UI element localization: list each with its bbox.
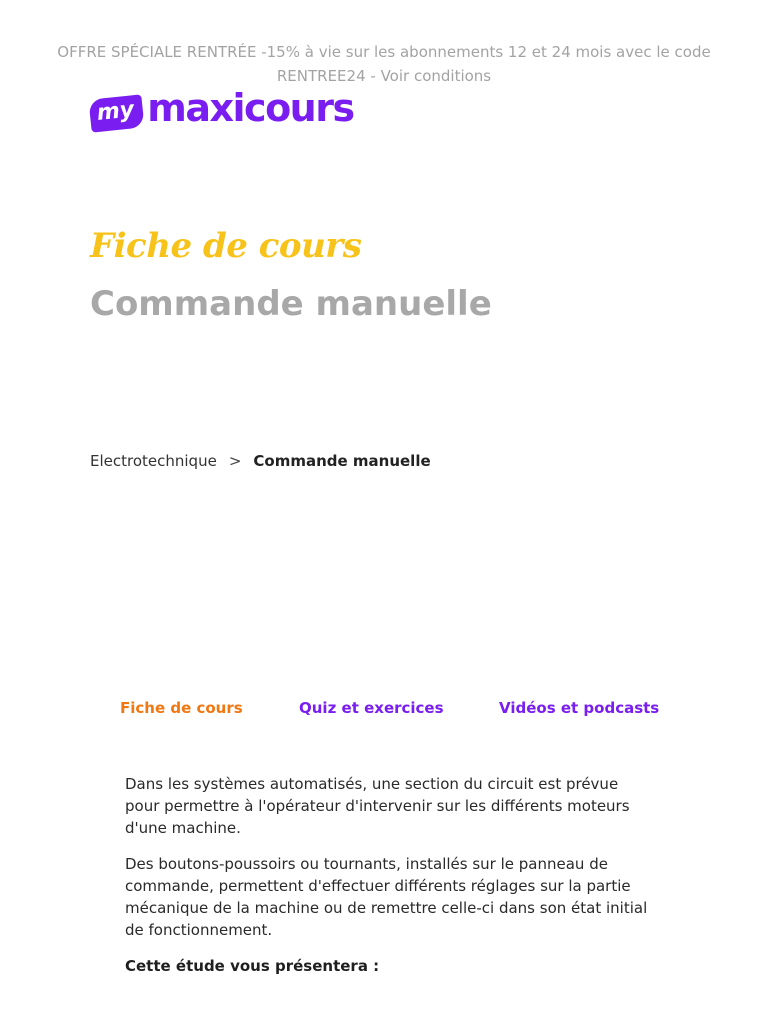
logo-wordmark: maxicours: [147, 86, 354, 130]
logo-my-badge: my: [88, 94, 144, 132]
breadcrumb-link-electrotechnique[interactable]: Electrotechnique: [90, 452, 217, 470]
tab-fiche-de-cours[interactable]: Fiche de cours: [120, 699, 243, 717]
lesson-content: [125, 773, 650, 991]
maxicours-logo[interactable]: [90, 82, 354, 134]
lesson-paragraph: Dans les systèmes automatisés, une section du circuit est prévue pour permettre à l'opérateur d'intervenir sur les différents moteurs d'une machine.: [125, 775, 630, 837]
page-title: Commande manuelle: [90, 284, 492, 324]
promo-banner[interactable]: [50, 40, 718, 85]
lesson-paragraph: Des boutons-poussoirs ou tournants, installés sur le panneau de commande, permettent d'effectuer différents réglages sur la partie mécanique de la machine ou de remettre celle-ci dans son état initial de fonctionnement.: [125, 855, 648, 939]
breadcrumb-separator: >: [228, 452, 242, 470]
breadcrumb: [90, 452, 431, 470]
content-tabs: [0, 698, 768, 722]
tab-videos-et-podcasts[interactable]: Vidéos et podcasts: [499, 699, 660, 717]
breadcrumb-current: Commande manuelle: [253, 452, 431, 470]
promo-banner-text: OFFRE SPÉCIALE RENTRÉE -15% à vie sur les abonnements 12 et 24 mois avec le code RENTREE24 - Voir conditions: [57, 43, 711, 85]
tab-quiz-et-exercices[interactable]: Quiz et exercices: [299, 699, 444, 717]
lesson-subheading: Cette étude vous présentera :: [125, 957, 380, 975]
content-type-label: Fiche de cours: [90, 226, 362, 266]
